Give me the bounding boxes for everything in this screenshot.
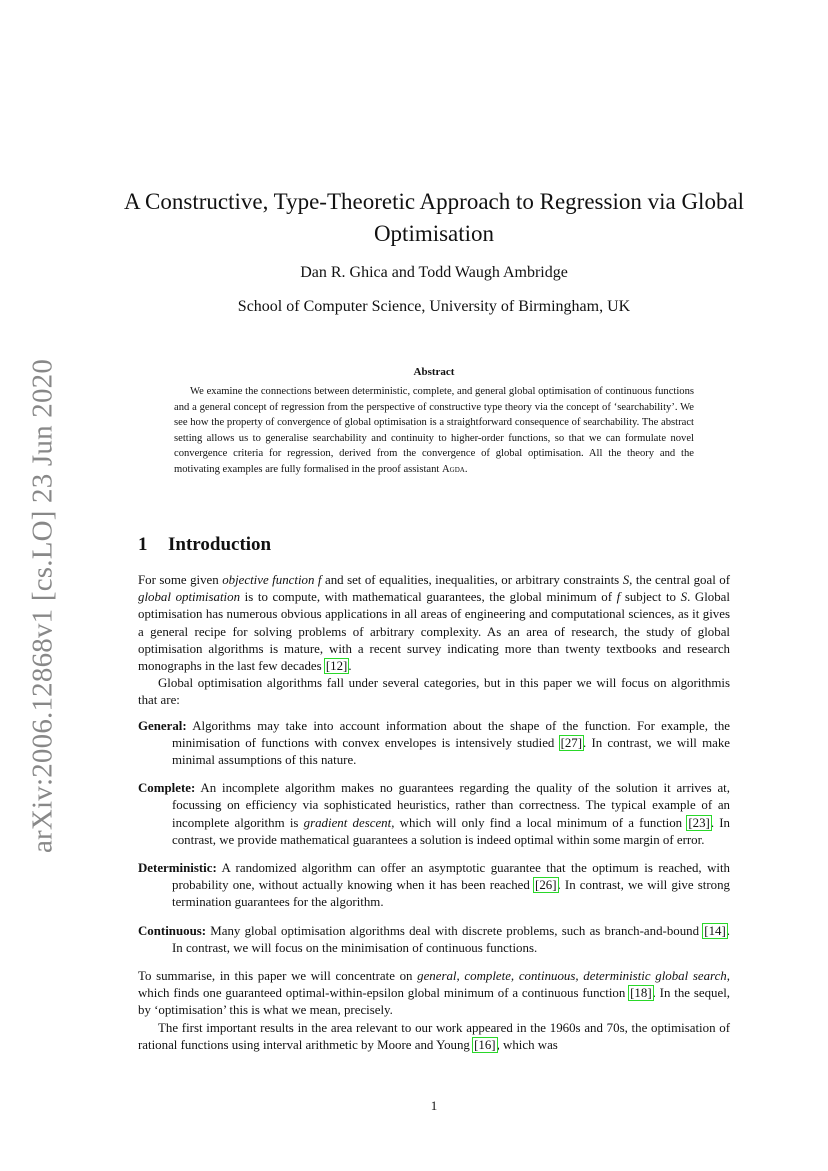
arxiv-identifier: arXiv:2006.12868v1 [cs.LO] 23 Jun 2020 bbox=[26, 358, 59, 854]
p1-text-g: . Global optimisation has numerous obvious applications in all areas of engineering and computational sciences, as it gives a general recipe for solving problems of arbitrary complexity. As an area of research, the study of global optimisation algorithms is mature, with a recent survey indicating more than twenty textbooks and research monographs in the last few decades bbox=[138, 590, 730, 674]
section-heading-introduction bbox=[138, 534, 730, 556]
section-title: Introduction bbox=[168, 534, 272, 555]
gradient-descent-term: gradient descent bbox=[303, 815, 392, 830]
agda-name: Agda bbox=[442, 463, 465, 475]
p1-global-optimisation: global optimisation bbox=[138, 590, 241, 605]
p3-text-a: To summarise, in this paper we will concentrate on bbox=[138, 969, 418, 984]
item-general-text: Algorithms may take into account information about the shape of the function. For example, the minimisation of functions with convex envelopes is intensively studied bbox=[172, 718, 730, 750]
abstract-heading: Abstract bbox=[413, 366, 455, 378]
term-general: General: bbox=[138, 718, 187, 733]
p3-text-b: , which finds one guaranteed optimal-within-epsilon global minimum of a continuous function bbox=[138, 969, 730, 1001]
paragraph-4 bbox=[138, 1020, 730, 1054]
term-continuous: Continuous: bbox=[138, 923, 207, 938]
arxiv-sidebar-stamp bbox=[18, 358, 68, 854]
item-deterministic-text-end: . In contrast, we will give strong termination guarantees for the algorithm. bbox=[172, 878, 730, 910]
section-number: 1 bbox=[138, 534, 148, 555]
list-item-complete bbox=[138, 780, 730, 849]
citation-link[interactable]: [23] bbox=[688, 815, 710, 830]
citation-link[interactable]: [16] bbox=[474, 1037, 496, 1052]
p1-symbol-f: f bbox=[616, 590, 621, 605]
citation-link[interactable]: [18] bbox=[630, 986, 652, 1001]
term-deterministic: Deterministic: bbox=[138, 861, 217, 876]
p1-text-a: For some given bbox=[138, 573, 223, 587]
paper-authors: Dan R. Ghica and Todd Waugh Ambridge bbox=[300, 264, 568, 281]
p1-text-h: . bbox=[348, 659, 352, 674]
item-complete-text: An incomplete algorithm makes no guarantees regarding the quality of the solution it arrives at, focussing on efficiency via sophisticated heuristics, rather than correctness. The typical example of an incomplete algorithm is bbox=[172, 781, 730, 830]
abstract-body: We examine the connections between deterministic, complete, and general global optimisation of continuous functions and a general concept of regression from the perspective of constructive type theory via the concept of ‘searchability’. We see how the property of convergence of global optimisation is a straightforward consequence of searchability. The abstract setting allows us to generalise searchability and continuity to higher-order functions, so that we can formulate novel convergence criteria for regression, derived from the convergence of global optimisation. All the theory and the motivating examples are fully formalised in the proof assistant bbox=[174, 386, 694, 475]
p3-text-c: . In the sequel, by ‘optimisation’ this is what we mean, precisely. bbox=[138, 986, 730, 1018]
p4-text-a: The first important results in the area relevant to our work appeared in the 1960s and 70s, the optimisation of rational functions using interval arithmetic by Moore and Young bbox=[138, 1020, 730, 1052]
p1-text-b: and set of equalities, inequalities, or arbitrary constraints bbox=[321, 573, 623, 587]
property-list bbox=[138, 718, 730, 957]
list-item-continuous bbox=[138, 923, 730, 957]
paragraph-3 bbox=[138, 968, 730, 1020]
p1-symbol-s-2: S bbox=[680, 590, 688, 605]
p1-symbol-s: S bbox=[622, 573, 630, 587]
paper-title: A Constructive, Type-Theoretic Approach to Regression via Global Optimisation bbox=[123, 189, 745, 246]
p3-emphasis: general, complete, continuous, deterministic global search bbox=[417, 969, 727, 984]
list-item-deterministic bbox=[138, 860, 730, 912]
p4-text-b: , which was bbox=[496, 1037, 558, 1052]
abstract-end: . bbox=[464, 463, 468, 475]
item-continuous-text-end: . In contrast, we will focus on the minimisation of continuous functions. bbox=[172, 923, 730, 955]
paper-affiliation: School of Computer Science, University of Birmingham, UK bbox=[237, 298, 631, 315]
page-number: 1 bbox=[430, 1098, 438, 1113]
item-continuous-text: Many global optimisation algorithms deal with discrete problems, such as branch-and-bound bbox=[206, 923, 704, 938]
item-complete-text-end: . In contrast, we provide mathematical guarantees a solution is indeed optimal within some margin of error. bbox=[172, 815, 731, 847]
p1-text-c: , the central goal of bbox=[629, 573, 731, 587]
paragraph-1 bbox=[138, 572, 730, 675]
citation-link[interactable]: [26] bbox=[535, 878, 557, 893]
abstract-text bbox=[174, 384, 694, 478]
introduction-body bbox=[138, 572, 730, 1054]
citation-link[interactable]: [27] bbox=[560, 735, 583, 750]
term-complete: Complete: bbox=[138, 781, 196, 796]
item-complete-text-2: , which will only find a local minimum of a function bbox=[391, 815, 688, 830]
citation-link[interactable]: [14] bbox=[704, 923, 726, 938]
p1-objective-function: objective function f bbox=[222, 573, 322, 587]
item-deterministic-text: A randomized algorithm can offer an asymptotic guarantee that the optimum is reached, with probability one, without actually knowing when it has been reached bbox=[172, 861, 730, 893]
citation-link[interactable]: [12] bbox=[325, 659, 348, 674]
item-general-text-end: . In contrast, we will make minimal assumptions of this nature. bbox=[172, 735, 730, 768]
list-item-general bbox=[138, 718, 730, 770]
p1-text-e: subject to bbox=[620, 590, 681, 605]
paragraph-2: Global optimisation algorithms fall under several categories, but in this paper we will focus on algorithmis that are: bbox=[138, 676, 730, 708]
p1-text-d: is to compute, with mathematical guarantees, the global minimum of bbox=[240, 590, 617, 605]
